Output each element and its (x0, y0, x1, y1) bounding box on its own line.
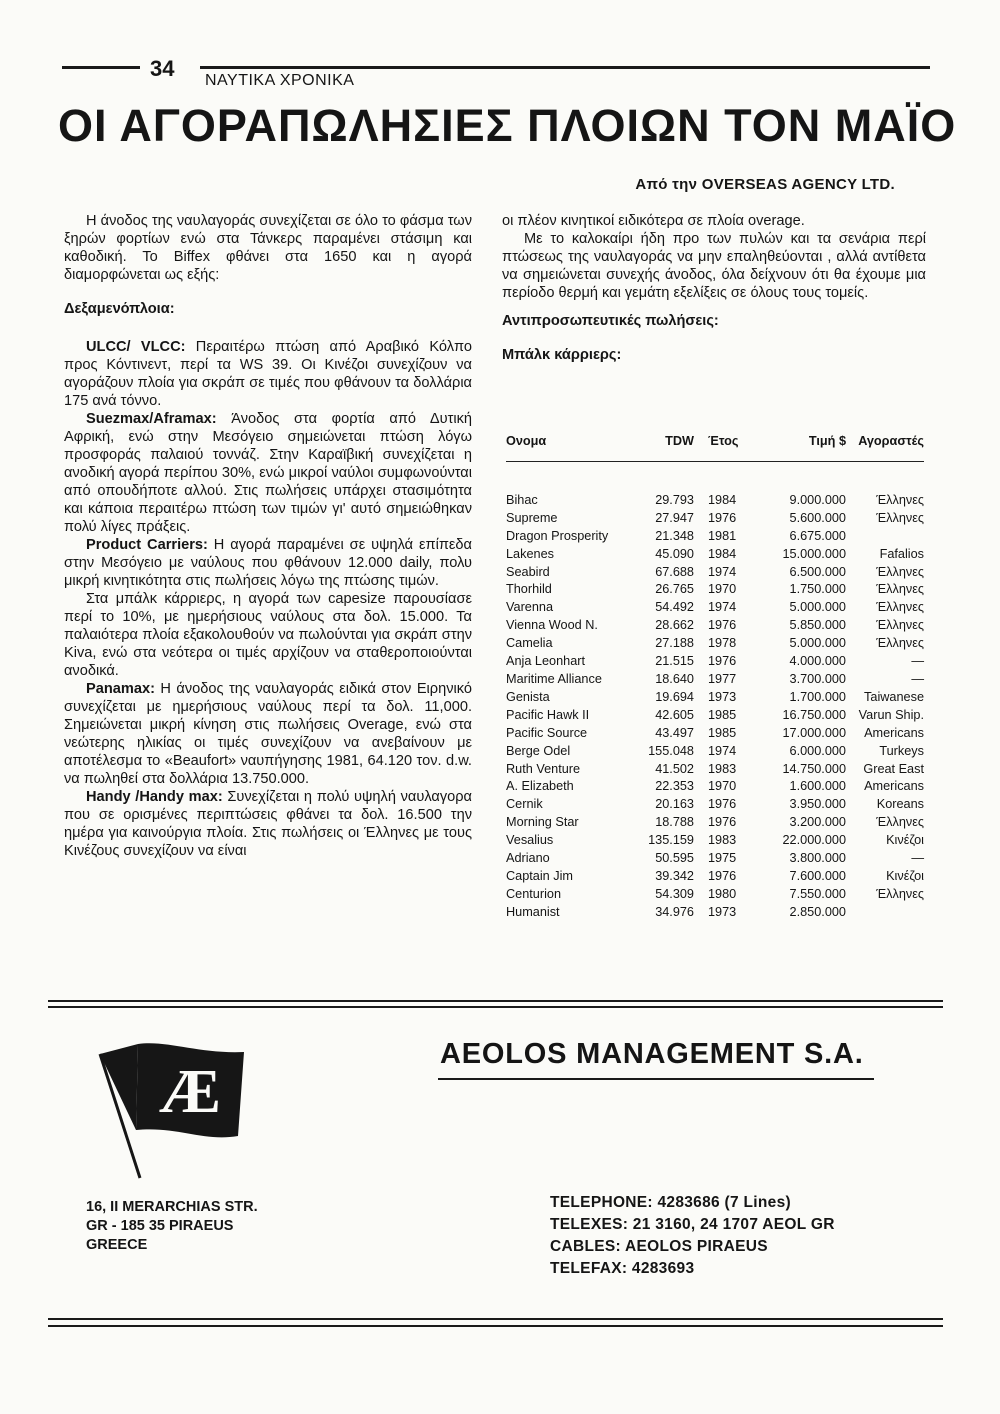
cell-name: Maritime Alliance (506, 671, 602, 686)
cell-buyers: Κινέζοι (886, 868, 924, 883)
table-row (506, 707, 924, 725)
bottom-rule-1 (48, 1318, 943, 1320)
handy-label: Handy /Handy max: (86, 789, 223, 805)
cell-name: Vesalius (506, 833, 554, 848)
table-header-row (506, 433, 924, 461)
cell-year: 1974 (708, 600, 737, 615)
cell-buyers: Κινέζοι (886, 833, 924, 848)
table-row (506, 868, 924, 886)
address-line-3: GREECE (86, 1237, 148, 1253)
cell-price: 7.600.000 (789, 868, 846, 883)
cell-price: 14.750.000 (782, 761, 846, 776)
company-underline (438, 1078, 874, 1080)
suezmax-text: Άνοδος στα φορτία από Δυτική Αφρική, ενώ στην Μεσόγειο σημειώνεται πτώση λόγω προσφοράς παλαιού τοννάζ. Στην Καραϊβική συνεχίζεται η ανοδική αγορά περίπου 30%, ενώ μικροί ναύλοι συμφωνούνται από οπουδήποτε αλλού. Στις πωλήσεις υπάρχει στασιμότητα και κάποια περαιτέρω πτώση των τιμών γι' αυτό σημειώθηκαν πολύ λίγες πράξεις. (64, 411, 472, 535)
cell-buyers: Έλληνες (876, 815, 924, 830)
suezmax-paragraph (64, 410, 472, 536)
cell-name: Genista (506, 689, 550, 704)
cell-tdw: 19.694 (655, 689, 694, 704)
contact-telefax: TELEFAX: 4283693 (550, 1260, 695, 1277)
intro-paragraph: Η άνοδος της ναυλαγοράς συνεχίζεται σε όλο το φάσμα των ξηρών φορτίων ενώ στα Τάνκερς παραμένει στάσιμη και καθοδική. Το Biffex φθάνει στα 1650 και η αγορά διαμορφώνεται ως εξής: (64, 213, 472, 283)
cell-year: 1976 (708, 510, 737, 525)
cell-buyers: — (911, 671, 924, 686)
cell-name: Dragon Prosperity (506, 528, 609, 543)
table-row (506, 796, 924, 814)
cell-buyers: Varun Ship. (858, 707, 924, 722)
cell-price: 17.000.000 (782, 725, 846, 740)
table-row (506, 653, 924, 671)
table-row (506, 546, 924, 564)
cell-tdw: 21.348 (655, 528, 694, 543)
panamax-text: Η άνοδος της ναυλαγοράς ειδικά στον Ειρηνικό συνεχίζεται με ημερήσιους ναύλους περί τα δολ. 11,000. Σημειώνεται μικρή κίνηση στις πωλήσεις Overage, ενώ στα νεώτερης ηλικίας οι τιμές συνεχίζουν να ανεβαίνουν με αποτέλεσμα το «Beaufort» ναυπήγησης 1981, 64.120 τον. d.w. να πωληθεί στα δολλάρια 13.750.000. (64, 681, 472, 787)
cell-tdw: 18.788 (655, 815, 694, 830)
cell-tdw: 42.605 (655, 707, 694, 722)
cell-price: 9.000.000 (789, 492, 846, 507)
cell-name: Morning Star (506, 815, 579, 830)
bottom-rule-2 (48, 1325, 943, 1327)
table-body (506, 492, 924, 922)
cell-year: 1983 (708, 761, 737, 776)
cell-year: 1973 (708, 689, 737, 704)
product-paragraph (64, 536, 472, 590)
cell-buyers: Taiwanese (864, 689, 924, 704)
cell-price: 15.000.000 (782, 546, 846, 561)
cell-name: Varenna (506, 600, 554, 615)
cell-price: 6.500.000 (789, 564, 846, 579)
cell-name: Anja Leonhart (506, 654, 586, 669)
cell-price: 2.850.000 (789, 904, 846, 919)
cell-year: 1970 (708, 582, 737, 597)
table-row (506, 492, 924, 510)
cell-buyers: Έλληνες (876, 886, 924, 901)
contact-cables: CABLES: AEOLOS PIRAEUS (550, 1238, 768, 1255)
handy-text: Συνεχίζεται η πολύ υψηλή ναυλαγορα που σε ορισμένες περιπτώσεις φθάνει τα δολ. 16.500 την ημέρα για καινούργια πλοία. Στις πωλήσεις οι Έλληνες με τους Κινέζους συνεχίζουν να είναι (64, 789, 472, 859)
cell-tdw: 135.159 (648, 833, 694, 848)
cell-price: 4.000.000 (789, 654, 846, 669)
table-row (506, 635, 924, 653)
cell-name: Ruth Venture (506, 761, 581, 776)
contact-telexes: TELEXES: 21 3160, 24 1707 AEOL GR (550, 1216, 835, 1233)
table-row (506, 510, 924, 528)
table-row (506, 564, 924, 582)
table-row (506, 671, 924, 689)
cell-tdw: 27.188 (655, 636, 694, 651)
panamax-paragraph (64, 680, 472, 788)
table-row (506, 581, 924, 599)
table-row (506, 725, 924, 743)
cell-buyers (852, 528, 924, 546)
heading-representative-sales: Αντιπροσωπευτικές πωλήσεις: (502, 313, 719, 329)
cell-price: 5.000.000 (789, 600, 846, 615)
section-heading-tankers: Δεξαμενόπλοια: (64, 301, 175, 317)
cell-year: 1976 (708, 618, 737, 633)
cell-price: 7.550.000 (789, 886, 846, 901)
cell-price: 1.600.000 (789, 779, 846, 794)
cell-price: 3.800.000 (789, 851, 846, 866)
cell-price: 6.000.000 (789, 743, 846, 758)
cell-name: Supreme (506, 510, 558, 525)
cell-name: Pacific Source (506, 725, 588, 740)
table-row (506, 886, 924, 904)
cell-tdw: 28.662 (655, 618, 694, 633)
cell-price: 3.200.000 (789, 815, 846, 830)
table-row (506, 761, 924, 779)
cell-tdw: 43.497 (655, 725, 694, 740)
col-header-tdw: TDW (624, 433, 700, 461)
cell-buyers: Americans (864, 725, 924, 740)
table-row (506, 689, 924, 707)
right-paragraph-1: οι πλέον κινητικοί ειδικότερα σε πλοία overage. (502, 213, 805, 229)
cell-tdw: 22.353 (655, 779, 694, 794)
cell-year: 1976 (708, 815, 737, 830)
cell-tdw: 20.163 (655, 797, 694, 812)
logo-letters: Æ (159, 1058, 221, 1126)
company-name: AEOLOS MANAGEMENT S.A. (440, 1038, 864, 1070)
cell-year: 1981 (708, 528, 737, 543)
cell-name: Camelia (506, 636, 553, 651)
cell-name: Bihac (506, 492, 538, 507)
cell-name: Humanist (506, 904, 560, 919)
cell-name: A. Elizabeth (506, 779, 574, 794)
cell-buyers: Έλληνες (876, 492, 924, 507)
cell-buyers: Koreans (876, 797, 924, 812)
cell-price: 3.950.000 (789, 797, 846, 812)
cell-tdw: 67.688 (655, 564, 694, 579)
product-text: Η αγορά παραμένει σε υψηλά επίπεδα στην Μεσόγειο με ναύλους που φθάνουν 12.000 daily, πολυ μικρή κινητικότητα στις πωλήσεις λόγω της πτώσης τιμών. (64, 537, 472, 589)
col-header-name: Ονομα (506, 433, 624, 461)
cell-tdw: 155.048 (648, 743, 694, 758)
cell-year: 1975 (708, 851, 737, 866)
cell-year: 1980 (708, 886, 737, 901)
cell-tdw: 50.595 (655, 851, 694, 866)
panamax-label: Panamax: (86, 681, 155, 697)
table-row (506, 617, 924, 635)
cell-price: 16.750.000 (782, 707, 846, 722)
cell-price: 1.750.000 (789, 582, 846, 597)
cell-year: 1977 (708, 671, 737, 686)
cell-name: Adriano (506, 851, 550, 866)
cell-year: 1983 (708, 833, 737, 848)
cell-buyers: Έλληνες (876, 564, 924, 579)
cell-buyers: — (911, 654, 924, 669)
cell-year: 1976 (708, 868, 737, 883)
handy-paragraph (64, 788, 472, 860)
table-row (506, 832, 924, 850)
cell-buyers: Turkeys (879, 743, 924, 758)
cell-price: 1.700.000 (789, 689, 846, 704)
cell-year: 1984 (708, 492, 737, 507)
cell-tdw: 41.502 (655, 761, 694, 776)
cell-buyers: Έλληνες (876, 600, 924, 615)
cell-buyers: Έλληνες (876, 636, 924, 651)
cell-year: 1973 (708, 904, 737, 919)
cell-buyers: Έλληνες (876, 510, 924, 525)
heading-bulk-carriers: Μπάλκ κάρριερς: (502, 347, 622, 363)
cell-tdw: 26.765 (655, 582, 694, 597)
address-line-2: GR - 185 35 PIRAEUS (86, 1218, 234, 1234)
table-row (506, 850, 924, 868)
company-logo (98, 1040, 248, 1185)
cell-price: 5.000.000 (789, 636, 846, 651)
magazine-name: ΝΑΥΤΙΚΑ ΧΡΟΝΙΚΑ (205, 72, 355, 89)
cell-price: 3.700.000 (789, 671, 846, 686)
product-label: Product Carriers: (86, 537, 208, 553)
sales-table (506, 433, 924, 922)
contact-telephone: TELEPHONE: 4283686 (7 Lines) (550, 1194, 791, 1211)
cell-price: 6.675.000 (789, 528, 846, 543)
cell-buyers (852, 904, 924, 922)
capesize-paragraph: Στα μπάλκ κάρριερς, η αγορά των capesize παρουσίασε περί το 10%, με ημερήσιους ναύλους στα δολ. 15.000. Τα παλαιότερα πλοία εξακολουθούν να πωλούνται για σκράπ στην Kiva, ενώ στα νεότερα οι τιμές αρχίζουν να σταθεροποιούνται ανοδικά. (64, 591, 472, 679)
table-row (506, 599, 924, 617)
cell-name: Cernik (506, 797, 543, 812)
cell-name: Pacific Hawk II (506, 707, 590, 722)
header-rule-left (62, 66, 140, 69)
cell-name: Lakenes (506, 546, 554, 561)
cell-year: 1970 (708, 779, 737, 794)
right-column (502, 212, 926, 364)
ulcc-text: Περαιτέρω πτώση από Αραβικό Κόλπο προς Κόντινεντ, περί τα WS 39. Οι Κινέζοι συνεχίζουν να αγοράζουν πλοία για σκράπ σε τιμές που φθάνουν τα δολλάρια 175 ανά τόννο. (64, 339, 472, 409)
cell-name: Thorhild (506, 582, 552, 597)
company-address (86, 1198, 258, 1255)
cell-year: 1985 (708, 707, 737, 722)
cell-tdw: 54.492 (655, 600, 694, 615)
cell-tdw: 54.309 (655, 886, 694, 901)
cell-tdw: 34.976 (655, 904, 694, 919)
ad-top-rule-1 (48, 1000, 943, 1002)
header-rule-right (200, 66, 930, 69)
cell-year: 1974 (708, 564, 737, 579)
cell-year: 1985 (708, 725, 737, 740)
right-paragraph-2: Με το καλοκαίρι ήδη προ των πυλών και τα σενάρια περί πτώσεως της ναυλαγοράς να μην επαληθεύονται , αλλά αντίθετα να σημειώνεται συνεχής άνοδος, όλα δείχνουν ότι θα έχουμε μια περίοδο θερμή και γεμάτη εξελίξεις σε όλους τους τομείς. (502, 231, 926, 301)
page-number: 34 (150, 56, 175, 81)
table-row (506, 814, 924, 832)
cell-tdw: 18.640 (655, 671, 694, 686)
cell-name: Centurion (506, 886, 562, 901)
cell-buyers: Έλληνες (876, 618, 924, 633)
cell-year: 1976 (708, 654, 737, 669)
suezmax-label: Suezmax/Aframax: (86, 411, 217, 427)
col-header-price: Τιμή $ (762, 433, 852, 461)
cell-name: Captain Jim (506, 868, 573, 883)
address-line-1: 16, II MERARCHIAS STR. (86, 1199, 258, 1215)
cell-price: 5.600.000 (789, 510, 846, 525)
cell-year: 1984 (708, 546, 737, 561)
cell-price: 22.000.000 (782, 833, 846, 848)
table-row (506, 778, 924, 796)
col-header-year: Έτος (700, 433, 762, 461)
cell-year: 1978 (708, 636, 737, 651)
ad-top-rule-2 (48, 1006, 943, 1008)
cell-name: Vienna Wood N. (506, 618, 598, 633)
cell-buyers: — (911, 851, 924, 866)
cell-tdw: 45.090 (655, 546, 694, 561)
left-column (64, 212, 472, 860)
cell-year: 1974 (708, 743, 737, 758)
cell-tdw: 29.793 (655, 492, 694, 507)
company-contacts (550, 1192, 835, 1280)
table-row (506, 528, 924, 546)
cell-year: 1976 (708, 797, 737, 812)
cell-tdw: 39.342 (655, 868, 694, 883)
cell-price: 5.850.000 (789, 618, 846, 633)
article-source: Από την OVERSEAS AGENCY LTD. (635, 176, 895, 193)
col-header-buyers: Αγοραστές (852, 433, 924, 461)
cell-buyers: Americans (864, 779, 924, 794)
cell-name: Seabird (506, 564, 550, 579)
table-row (506, 904, 924, 922)
cell-buyers: Fafalios (879, 546, 924, 561)
ulcc-label: ULCC/ VLCC: (86, 339, 186, 355)
article-title: ΟΙ ΑΓΟΡΑΠΩΛΗΣΙΕΣ ΠΛΟΙΩΝ ΤΟΝ ΜΑΪΟ (58, 100, 957, 151)
cell-buyers: Έλληνες (876, 582, 924, 597)
table-row (506, 743, 924, 761)
cell-tdw: 21.515 (655, 654, 694, 669)
ulcc-paragraph (64, 338, 472, 410)
cell-buyers: Great East (863, 761, 924, 776)
cell-tdw: 27.947 (655, 510, 694, 525)
cell-name: Berge Odel (506, 743, 571, 758)
